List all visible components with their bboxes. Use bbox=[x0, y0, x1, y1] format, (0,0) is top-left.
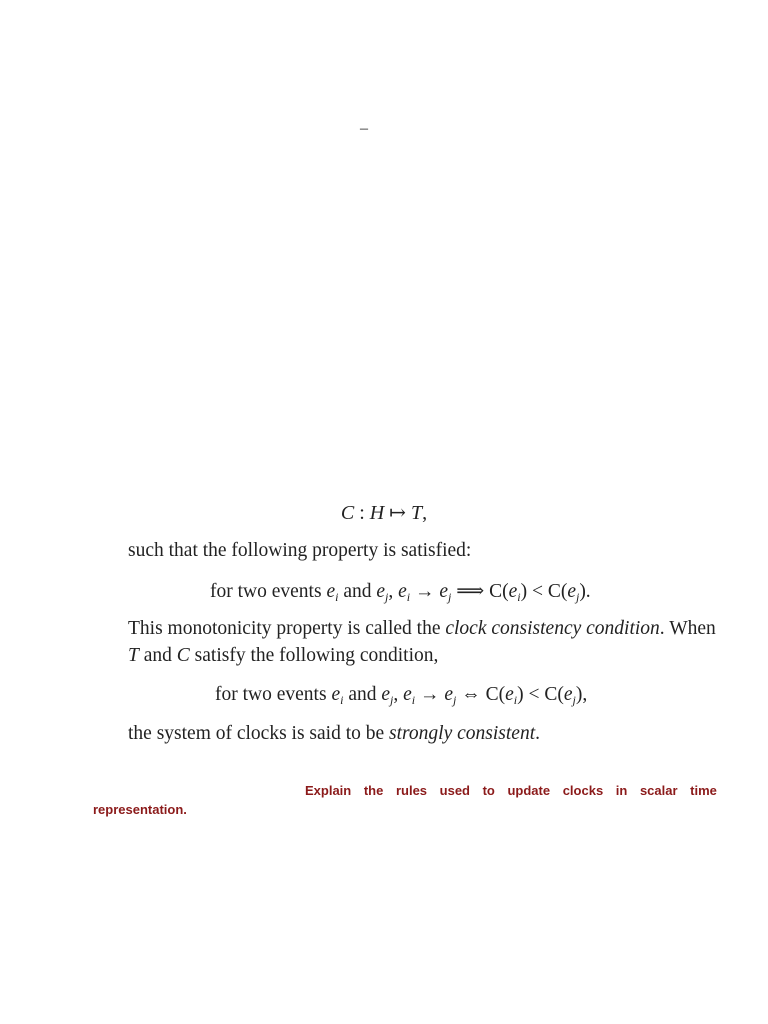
eq1-e6: e bbox=[567, 581, 576, 602]
para2-before: This monotonicity property is called the bbox=[128, 618, 446, 639]
symbol-t: T bbox=[411, 502, 423, 524]
eq2-sub-i3: i bbox=[513, 693, 518, 707]
para3-after: satisfy the following condition, bbox=[189, 645, 439, 666]
eq2-e6: e bbox=[563, 684, 573, 705]
eq1-e5: e bbox=[508, 581, 518, 602]
symbol-c: C bbox=[340, 502, 355, 524]
question-line-1: Explain the rules used to update clocks in scalar time bbox=[305, 783, 717, 798]
eq1-and: and bbox=[338, 581, 377, 602]
paragraph-monotonicity bbox=[128, 618, 716, 640]
eq1-e1: e bbox=[326, 581, 336, 602]
paragraph-condition bbox=[128, 645, 438, 667]
paragraph-strongly-consistent bbox=[128, 723, 540, 745]
eq2-lt: < bbox=[523, 684, 545, 705]
symbol-mapsto: ↦ bbox=[384, 502, 411, 524]
eq2-iff: ⇔ bbox=[456, 684, 486, 705]
eq1-comma: , bbox=[388, 581, 399, 602]
eq2-arrow: → bbox=[415, 684, 445, 705]
eq1-sub-i2: i bbox=[406, 590, 411, 604]
para4-before: the system of clocks is said to be bbox=[128, 723, 390, 744]
eq1-e3: e bbox=[398, 581, 407, 602]
eq1-implies: ⟹ bbox=[451, 581, 490, 602]
para3-t: T bbox=[128, 645, 139, 666]
eq2-e1: e bbox=[331, 684, 341, 705]
eq1-e2: e bbox=[376, 581, 385, 602]
eq2-end: ), bbox=[575, 684, 588, 705]
eq2-sub-j2: j bbox=[453, 693, 457, 707]
eq1-close: ) bbox=[520, 581, 528, 602]
eq2-comma: , bbox=[393, 684, 404, 705]
equation-strong-consistency bbox=[215, 684, 587, 708]
eq1-sub-j2: j bbox=[448, 590, 452, 604]
eq2-e5: e bbox=[505, 684, 514, 705]
eq2-sub-i: i bbox=[340, 693, 344, 707]
eq1-arrow: → bbox=[410, 581, 440, 602]
eq2-sub-j: j bbox=[390, 693, 394, 707]
eq1-sub-i: i bbox=[335, 590, 339, 604]
eq2-sub-j3: j bbox=[572, 693, 576, 707]
eq1-lt: < bbox=[527, 581, 548, 602]
eq2-close: ) bbox=[517, 684, 524, 705]
question-line-2: representation. bbox=[93, 802, 187, 817]
eq2-c-open: C( bbox=[485, 684, 506, 705]
eq1-sub-j: j bbox=[385, 590, 389, 604]
term-strongly-consistent: strongly consistent bbox=[389, 723, 536, 744]
para2-after: . When bbox=[659, 618, 716, 639]
eq1-lead: for two events bbox=[210, 581, 327, 602]
para3-c: C bbox=[176, 645, 190, 666]
eq1-c-open: C( bbox=[489, 581, 509, 602]
symbol-h: H bbox=[369, 502, 385, 524]
eq1-end: ). bbox=[579, 581, 591, 602]
eq1-e4: e bbox=[439, 581, 448, 602]
paragraph-property: such that the following property is satisfied: bbox=[128, 540, 472, 561]
para3-and: and bbox=[138, 645, 177, 666]
eq1-sub-j3: j bbox=[575, 590, 580, 604]
eq2-lead: for two events bbox=[215, 684, 332, 705]
term-clock-consistency: clock consistency condition bbox=[445, 618, 660, 639]
symbol-colon: : bbox=[354, 502, 370, 524]
equation-clock-consistency bbox=[210, 579, 591, 605]
eq2-e4: e bbox=[444, 684, 453, 705]
eq2-sub-i2: i bbox=[411, 693, 416, 707]
eq2-e2: e bbox=[381, 684, 390, 705]
eq1-sub-i3: i bbox=[517, 590, 521, 604]
eq2-and: and bbox=[343, 684, 382, 705]
para4-after: . bbox=[535, 723, 540, 744]
symbol-comma: , bbox=[422, 502, 428, 524]
eq2-e3: e bbox=[403, 684, 412, 705]
eq1-c-open2: C( bbox=[547, 581, 568, 602]
eq2-c-open2: C( bbox=[544, 684, 564, 705]
mapping-equation bbox=[0, 500, 768, 525]
dash-mark: – bbox=[360, 120, 368, 137]
